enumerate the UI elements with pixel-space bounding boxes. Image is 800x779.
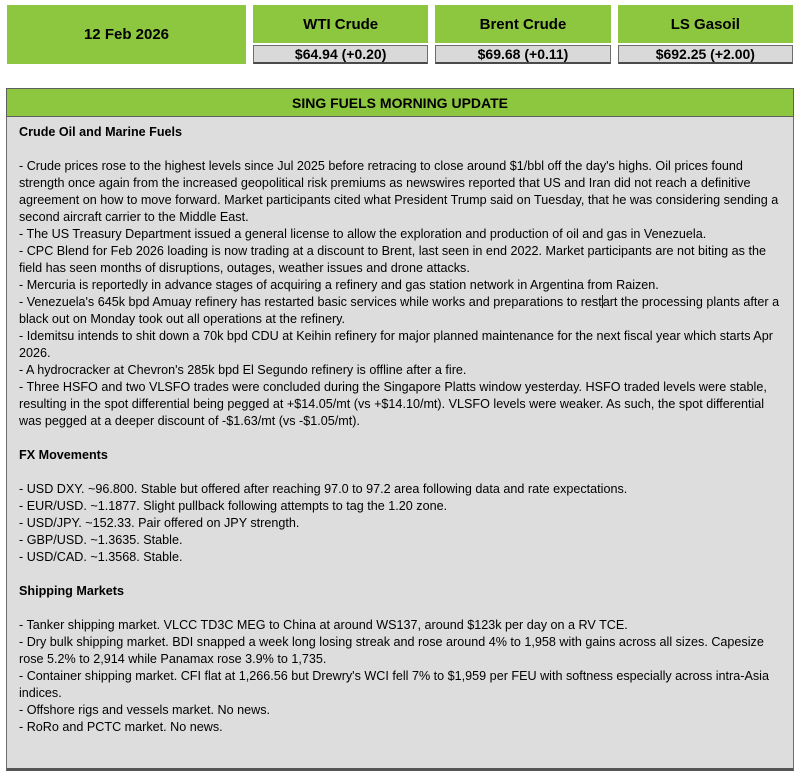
news-item: - Mercuria is reportedly in advance stages of acquiring a refinery and gas station network in Argentina from Raizen. — [19, 278, 659, 292]
report-date-cell: 12 Feb 2026 — [7, 5, 246, 64]
news-item: - CPC Blend for Feb 2026 loading is now trading at a discount to Brent, last seen in end 2022. Market participants are not biting as the field has seen months of disruptions, outages, weather issues and drone attacks. — [19, 244, 766, 275]
news-item: - Idemitsu intends to shit down a 70k bpd CDU at Keihin refinery for major planned maintenance for the next fiscal year which starts Apr 2026. — [19, 329, 773, 360]
news-item: - A hydrocracker at Chevron's 285k bpd El Segundo refinery is offline after a fire. — [19, 363, 467, 377]
wti-crude-price: $64.94 (+0.20) — [253, 45, 428, 64]
section-heading-fx-movements: FX Movements — [19, 448, 108, 462]
price-quote-board — [7, 5, 793, 64]
shipping-item: - Tanker shipping market. VLCC TD3C MEG to China at around WS137, around $123k per day on a RV TCE. — [19, 618, 628, 632]
fx-item: - USD DXY. ~96.800. Stable but offered after reaching 97.0 to 97.2 area following data and rate expectations. — [19, 482, 628, 496]
news-item-text-after-cursor: art the processing plants after a black out on Monday took out all operations at the refinery. — [19, 295, 780, 326]
wti-crude-header: WTI Crude — [253, 5, 428, 43]
shipping-item: - Container shipping market. CFI flat at 1,266.56 but Drewry's WCI fell 7% to $1,959 per FEU with softness especially across intra-Asia indices. — [19, 669, 769, 700]
fx-item: - USD/CAD. ~1.3568. Stable. — [19, 550, 183, 564]
fx-item: - USD/JPY. ~152.33. Pair offered on JPY strength. — [19, 516, 300, 530]
shipping-item: - Offshore rigs and vessels market. No news. — [19, 703, 271, 717]
quote-column-lsgasoil — [618, 5, 793, 64]
quote-column-brent — [435, 5, 610, 64]
quote-column-wti — [253, 5, 428, 64]
report-body-panel[interactable] — [6, 117, 794, 771]
brent-crude-price: $69.68 (+0.11) — [435, 45, 610, 64]
ls-gasoil-header: LS Gasoil — [618, 5, 793, 43]
news-item: - Crude prices rose to the highest levels since Jul 2025 before retracing to close around $1/bbl off the day's highs. Oil prices found strength once again from the increased geopolitical risk premiums as newswires reported that US and Iran did not reach a definitive agreement on how to move forward. Market participants cited what President Trump said on Tuesday, that he was considering sending a second aircraft carrier to the Middle East. — [19, 159, 779, 224]
news-item: - The US Treasury Department issued a general license to allow the exploration and production of oil and gas in Venezuela. — [19, 227, 707, 241]
news-item: - Three HSFO and two VLSFO trades were concluded during the Singapore Platts window yesterday. HSFO traded levels were stable, resulting in the spot differential being pegged at +$14.05/mt (vs +$14.10/mt). VLSFO levels were weaker. As such, the spot differential was pegged at a deeper discount of -$1.63/mt (vs -$1.05/mt). — [19, 380, 767, 428]
section-heading-shipping-markets: Shipping Markets — [19, 584, 124, 598]
news-item-with-cursor — [19, 294, 781, 328]
shipping-item: - Dry bulk shipping market. BDI snapped a week long losing streak and rose around 4% to 1,958 with gains across all sizes. Capesize rose 5.2% to 2,914 while Panamax rose 3.9% to 1,735. — [19, 635, 764, 666]
section-heading-crude-oil-marine-fuels: Crude Oil and Marine Fuels — [19, 125, 183, 139]
report-title-banner: SING FUELS MORNING UPDATE — [6, 88, 794, 117]
fx-item: - EUR/USD. ~1.1877. Slight pullback following attempts to tag the 1.20 zone. — [19, 499, 448, 513]
shipping-item: - RoRo and PCTC market. No news. — [19, 720, 223, 734]
news-item-text-before-cursor: - Venezuela's 645k bpd Amuay refinery has restarted basic services while works and preparations to rest — [19, 295, 602, 309]
brent-crude-header: Brent Crude — [435, 5, 610, 43]
fx-item: - GBP/USD. ~1.3635. Stable. — [19, 533, 183, 547]
ls-gasoil-price: $692.25 (+2.00) — [618, 45, 793, 64]
